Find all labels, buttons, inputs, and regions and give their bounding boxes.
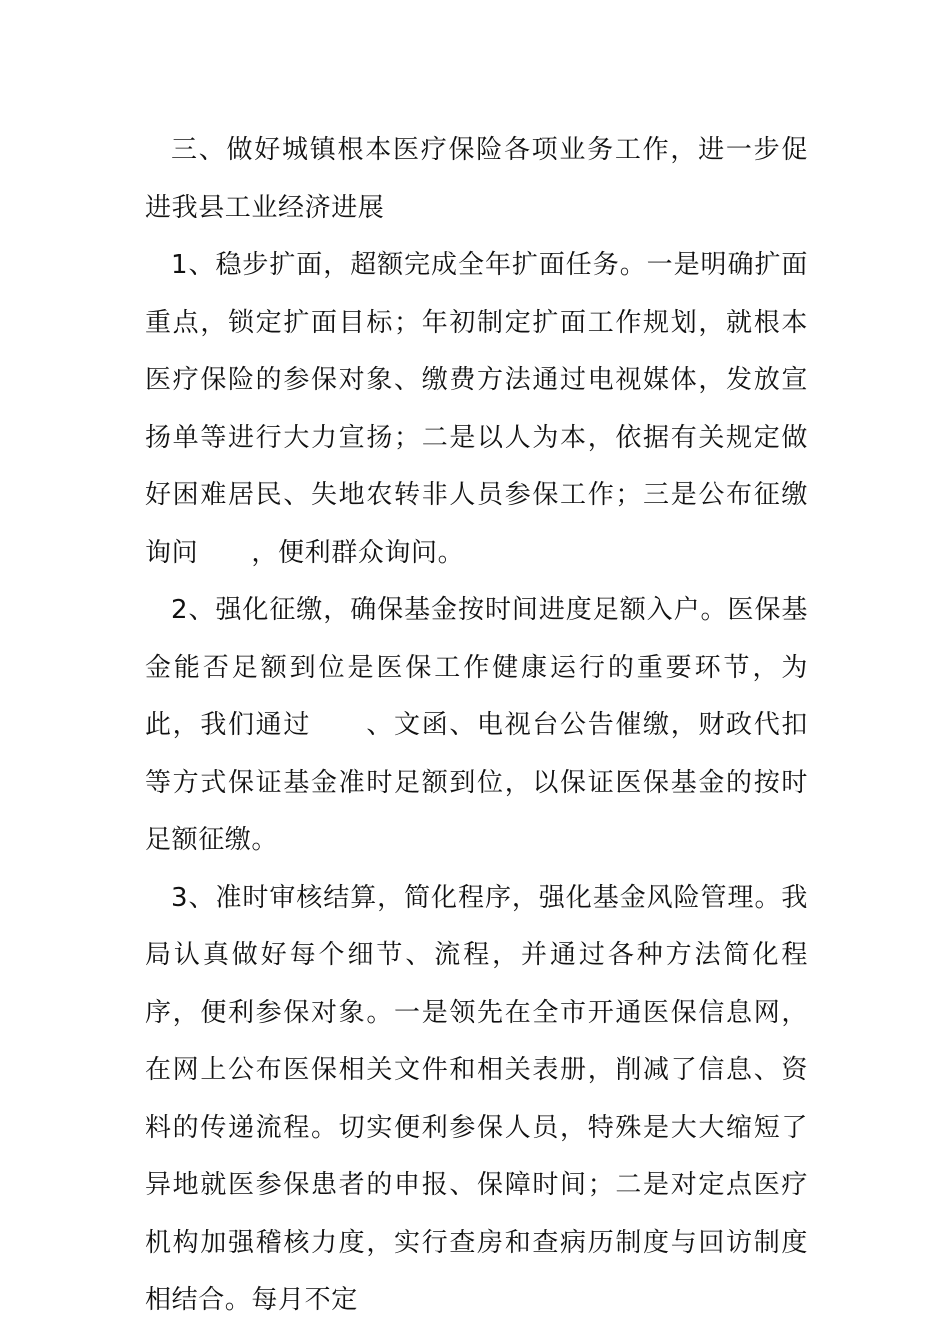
paragraph-section-heading: 三、做好城镇根本医疗保险各项业务工作，进一步促进我县工业经济进展 — [145, 135, 808, 223]
paragraph-item-2: 2、强化征缴，确保基金按时间进度足额入户。医保基金能否足额到位是医保工作健康运行的重要环节，为此，我们通过 、文函、电视台公告催缴，财政代扣等方式保证基金准时足额到位，以保证医保基金的按时足额征缴。 — [145, 595, 808, 855]
document-body — [145, 122, 808, 1330]
paragraph-item-1: 1、稳步扩面，超额完成全年扩面任务。一是明确扩面重点，锁定扩面目标；年初制定扩面工作规划，就根本医疗保险的参保对象、缴费方法通过电视媒体，发放宣扬单等进行大力宣扬；二是以人为本，依据有关规定做好困难居民、失地农转非人员参保工作；三是公布征缴询问 ，便利群众询问。 — [145, 250, 808, 568]
paragraph-item-3: 3、准时审核结算，简化程序，强化基金风险管理。我局认真做好每个细节、流程，并通过各种方法简化程序，便利参保对象。一是领先在全市开通医保信息网，在网上公布医保相关文件和相关表册，削减了信息、资料的传递流程。切实便利参保人员，特殊是大大缩短了异地就医参保患者的申报、保障时间；二是对定点医疗机构加强稽核力度，实行查房和查病历制度与回访制度相结合。每月不定 — [145, 882, 808, 1315]
